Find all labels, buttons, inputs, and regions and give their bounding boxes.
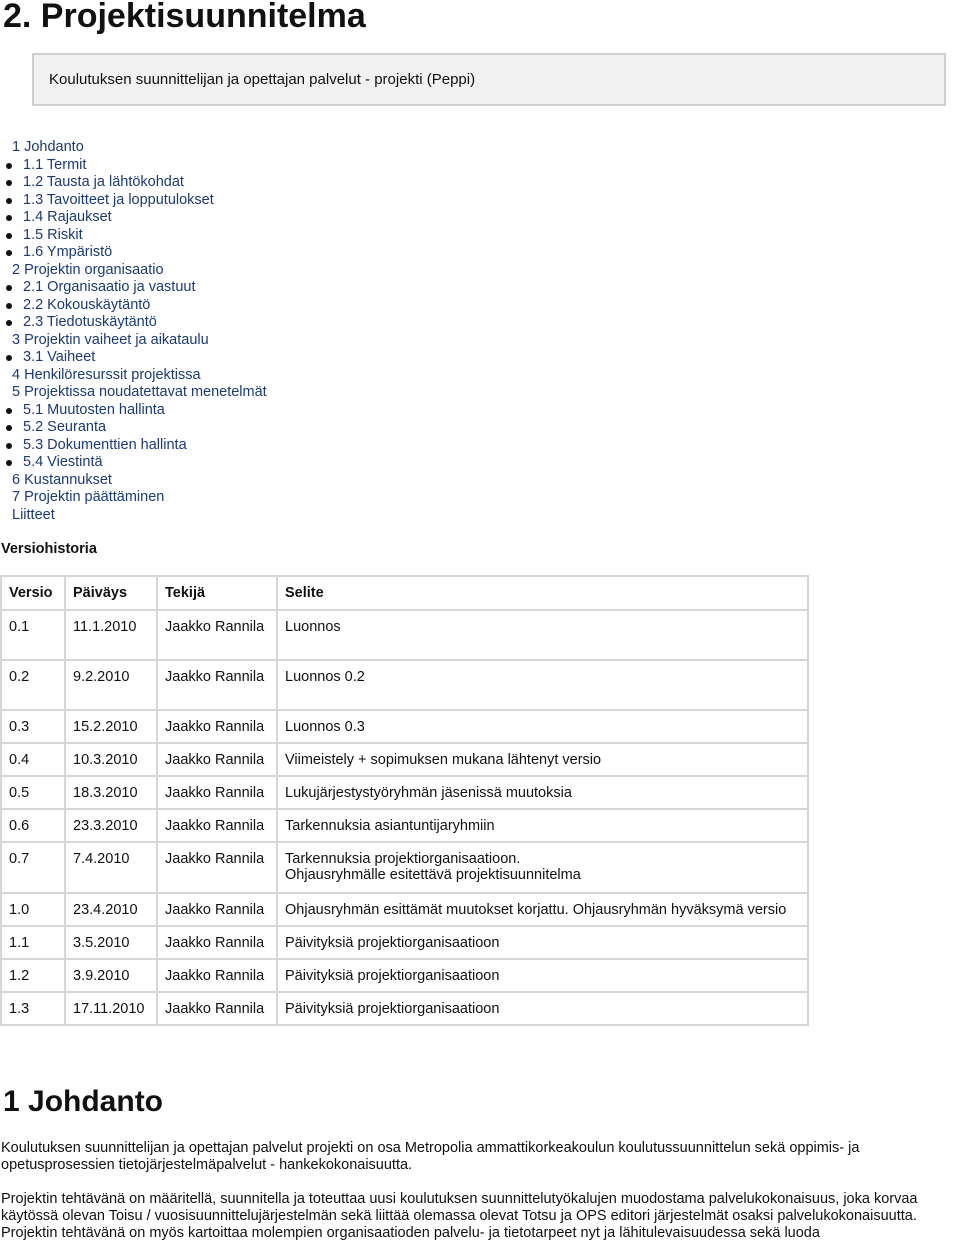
cell-author: Jaakko Rannila (157, 610, 277, 660)
cell-date: 10.3.2010 (65, 743, 157, 776)
project-title-box (32, 53, 946, 106)
cell-author: Jaakko Rannila (157, 710, 277, 743)
toc-link[interactable]: 5 Projektissa noudatettavat menetelmät (12, 384, 267, 400)
cell-description: Lukujärjestystyöryhmän jäsenissä muutoksia (277, 776, 808, 809)
cell-description: Päivityksiä projektiorganisaatioon (277, 992, 808, 1025)
header-date: Päiväys (65, 576, 157, 610)
cell-date: 9.2.2010 (65, 660, 157, 710)
toc-link[interactable]: 5.2 Seuranta (0, 419, 400, 437)
cell-description: Tarkennuksia projektiorganisaatioon. Ohjausryhmälle esitettävä projektisuunnitelma (277, 842, 808, 893)
cell-date: 3.9.2010 (65, 959, 157, 992)
header-version: Versio (1, 576, 65, 610)
table-of-contents (0, 139, 400, 524)
cell-version: 0.3 (1, 710, 65, 743)
table-row (1, 959, 808, 992)
cell-author: Jaakko Rannila (157, 893, 277, 926)
toc-link[interactable]: 1.3 Tavoitteet ja lopputulokset (0, 192, 400, 210)
cell-version: 1.3 (1, 992, 65, 1025)
toc-link[interactable]: 2.1 Organisaatio ja vastuut (0, 279, 400, 297)
cell-version: 1.2 (1, 959, 65, 992)
toc-link[interactable]: Liitteet (12, 506, 55, 523)
cell-author: Jaakko Rannila (157, 660, 277, 710)
toc-link[interactable]: 3 Projektin vaiheet ja aikataulu (12, 331, 209, 348)
toc-link[interactable]: 2 Projektin organisaatio (12, 261, 164, 278)
cell-description: Ohjausryhmän esittämät muutokset korjattu. Ohjausryhmän hyväksymä versio (277, 893, 808, 926)
toc-link[interactable]: 1 Johdanto (12, 139, 84, 155)
cell-version: 1.0 (1, 893, 65, 926)
cell-author: Jaakko Rannila (157, 776, 277, 809)
cell-date: 18.3.2010 (65, 776, 157, 809)
table-row (1, 926, 808, 959)
toc-link[interactable]: 1.1 Termit (0, 157, 400, 175)
toc-link[interactable]: 1.6 Ympäristö (0, 244, 400, 262)
cell-version: 0.2 (1, 660, 65, 710)
header-author: Tekijä (157, 576, 277, 610)
cell-description: Päivityksiä projektiorganisaatioon (277, 959, 808, 992)
cell-version: 1.1 (1, 926, 65, 959)
cell-author: Jaakko Rannila (157, 743, 277, 776)
cell-version: 0.7 (1, 842, 65, 893)
cell-date: 11.1.2010 (65, 610, 157, 660)
cell-author: Jaakko Rannila (157, 992, 277, 1025)
table-row (1, 842, 808, 893)
intro-paragraph-2: Projektin tehtävänä on määritellä, suunnitella ja toteuttaa uusi koulutuksen suunnittelutyökalujen muodostama palvelukokonaisuus, joka korvaa käytössä olevan Toisu / vuosisuunnittelujärjestelmän sekä liittää olemassa olevat Totsu ja OPS editori järjestelmät osaksi palvelukokonaisuutta. Projektin tehtävänä on myös kartoittaa molempien organisaatioden palvelu- ja tietotarpeet nyt ja lähitulevaisuudessa sekä luoda (1, 1191, 918, 1241)
cell-author: Jaakko Rannila (157, 926, 277, 959)
cell-date: 3.5.2010 (65, 926, 157, 959)
cell-version: 0.5 (1, 776, 65, 809)
toc-link[interactable]: 2.3 Tiedotuskäytäntö (0, 314, 400, 332)
table-row (1, 710, 808, 743)
cell-description: Luonnos (277, 610, 808, 660)
cell-version: 0.4 (1, 743, 65, 776)
cell-version: 0.1 (1, 610, 65, 660)
table-row (1, 660, 808, 710)
cell-date: 17.11.2010 (65, 992, 157, 1025)
version-history-heading: Versiohistoria (1, 541, 97, 557)
toc-link[interactable]: 5.4 Viestintä (0, 454, 400, 472)
toc-link[interactable]: 1.5 Riskit (0, 227, 400, 245)
toc-link[interactable]: 7 Projektin päättäminen (12, 489, 165, 505)
cell-description: Luonnos 0.2 (277, 660, 808, 710)
cell-date: 23.4.2010 (65, 893, 157, 926)
cell-description: Tarkennuksia asiantuntijaryhmiin (277, 809, 808, 842)
table-row (1, 992, 808, 1025)
cell-description: Luonnos 0.3 (277, 710, 808, 743)
intro-paragraph-1: Koulutuksen suunnittelijan ja opettajan palvelut projekti on osa Metropolia ammattikorkeakoulun koulutussuunnittelun sekä oppimis- ja opetusprosessien tietojärjestelmäpalvelut - hankekokonaisuutta. (1, 1140, 860, 1173)
toc-link[interactable]: 4 Henkilöresurssit projektissa (12, 366, 201, 383)
toc-link[interactable]: 1.2 Tausta ja lähtökohdat (0, 174, 400, 192)
table-row (1, 610, 808, 660)
toc-link[interactable]: 3.1 Vaiheet (0, 349, 400, 367)
project-title: Koulutuksen suunnittelijan ja opettajan palvelut - projekti (Peppi) (49, 71, 476, 88)
page-title: 2. Projektisuunnitelma (3, 0, 366, 35)
toc-link[interactable]: 6 Kustannukset (12, 471, 112, 488)
section-heading-johdanto: 1 Johdanto (3, 1085, 164, 1118)
table-row (1, 743, 808, 776)
cell-author: Jaakko Rannila (157, 842, 277, 893)
cell-date: 15.2.2010 (65, 710, 157, 743)
header-description: Selite (277, 576, 808, 610)
version-history-table (0, 575, 809, 1026)
toc-link[interactable]: 1.4 Rajaukset (0, 209, 400, 227)
cell-date: 23.3.2010 (65, 809, 157, 842)
table-row (1, 809, 808, 842)
toc-link[interactable]: 5.3 Dokumenttien hallinta (0, 437, 400, 455)
cell-version: 0.6 (1, 809, 65, 842)
table-row (1, 776, 808, 809)
cell-description: Viimeistely + sopimuksen mukana lähtenyt versio (277, 743, 808, 776)
toc-link[interactable]: 5.1 Muutosten hallinta (0, 402, 400, 420)
cell-author: Jaakko Rannila (157, 809, 277, 842)
table-row (1, 893, 808, 926)
table-header-row (1, 576, 808, 610)
toc-link[interactable]: 2.2 Kokouskäytäntö (0, 297, 400, 315)
cell-date: 7.4.2010 (65, 842, 157, 893)
cell-author: Jaakko Rannila (157, 959, 277, 992)
cell-description: Päivityksiä projektiorganisaatioon (277, 926, 808, 959)
